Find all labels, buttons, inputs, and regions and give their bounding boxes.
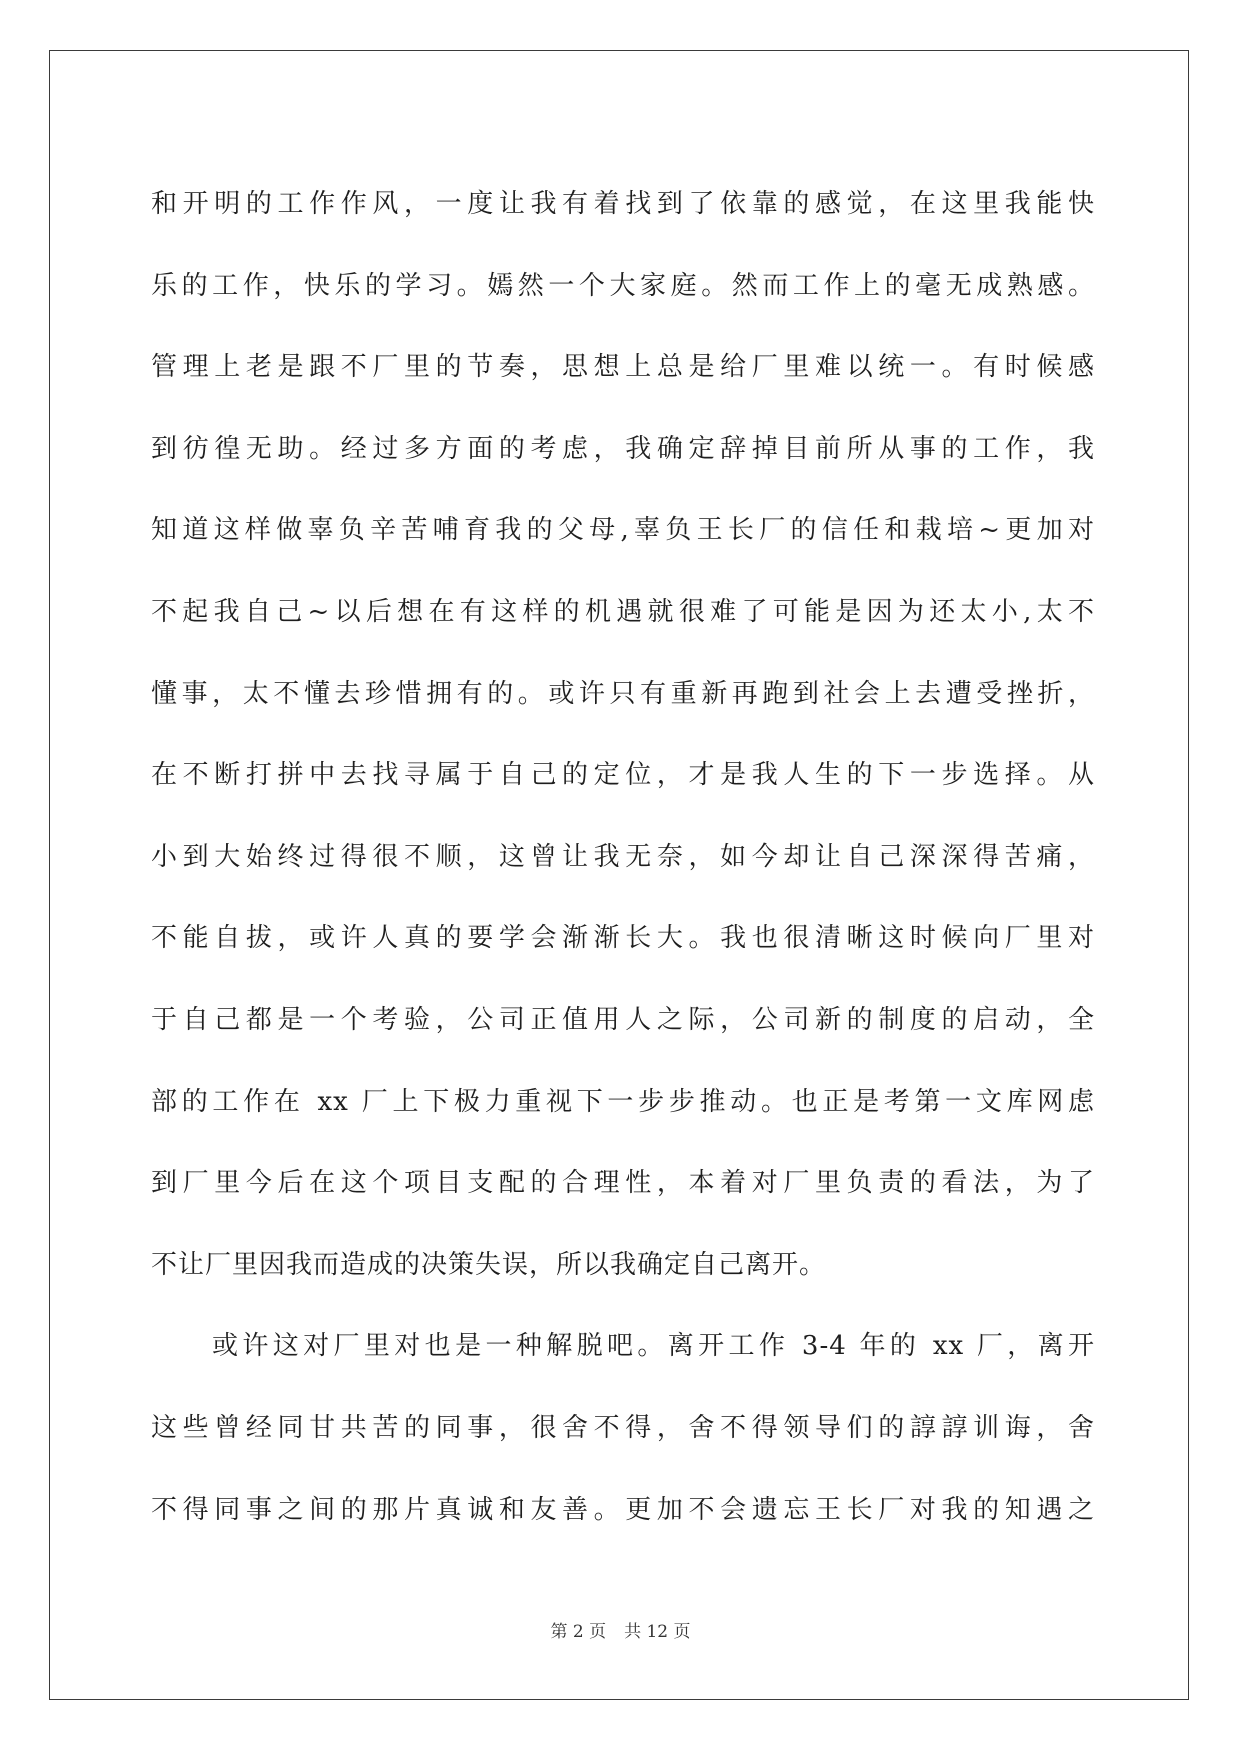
text-line: 部的工作在 xx 厂上下极力重视下一步步推动。也正是考第一文库网虑 xyxy=(151,1086,1095,1117)
text-line: 到厂里今后在这个项目支配的合理性，本着对厂里负责的看法，为了 xyxy=(151,1168,1095,1199)
text-line: 小到大始终过得很不顺，这曾让我无奈，如今却让自己深深得苦痛， xyxy=(151,841,1095,872)
page-number: 第 2 页 xyxy=(550,1622,607,1642)
text-line: 懂事，太不懂去珍惜拥有的。或许只有重新再跑到社会上去遭受挫折， xyxy=(151,678,1095,709)
text-line: 管理上老是跟不厂里的节奏，思想上总是给厂里难以统一。有时候感 xyxy=(151,352,1095,383)
text-line: 到彷徨无助。经过多方面的考虑，我确定辞掉目前所从事的工作，我 xyxy=(151,433,1095,464)
text-line: 这些曾经同甘共苦的同事，很舍不得，舍不得领导们的諄諄训诲，舍 xyxy=(151,1412,1095,1443)
paragraph-start-line: 或许这对厂里对也是一种解脱吧。离开工作 3-4 年的 xx 厂，离开 xyxy=(212,1331,1095,1362)
text-line: 在不断打拼中去找寻属于自己的定位，才是我人生的下一步选择。从 xyxy=(151,760,1095,791)
text-line: 于自己都是一个考验，公司正值用人之际，公司新的制度的启动，全 xyxy=(151,1004,1095,1035)
text-line: 不起我自己~以后想在有这样的机遇就很难了可能是因为还太小,太不 xyxy=(151,596,1095,627)
text-line: 知道这样做辜负辛苦哺育我的父母,辜负王长厂的信任和栽培~更加对 xyxy=(151,515,1095,546)
document-body xyxy=(151,164,1095,1551)
paragraph-end-line: 不让厂里因我而造成的决策失误，所以我确定自己离开。 xyxy=(151,1249,827,1280)
total-pages: 共 12 页 xyxy=(624,1622,691,1642)
text-line: 乐的工作，快乐的学习。嫣然一个大家庭。然而工作上的毫无成熟感。 xyxy=(151,270,1095,301)
text-line: 不能自拔，或许人真的要学会渐渐长大。我也很清晰这时候向厂里对 xyxy=(151,923,1095,954)
text-line: 不得同事之间的那片真诚和友善。更加不会遗忘王长厂对我的知遇之 xyxy=(151,1494,1095,1525)
text-line: 和开明的工作作风，一度让我有着找到了依靠的感觉，在这里我能快 xyxy=(151,189,1095,219)
page-footer xyxy=(0,1617,1241,1642)
